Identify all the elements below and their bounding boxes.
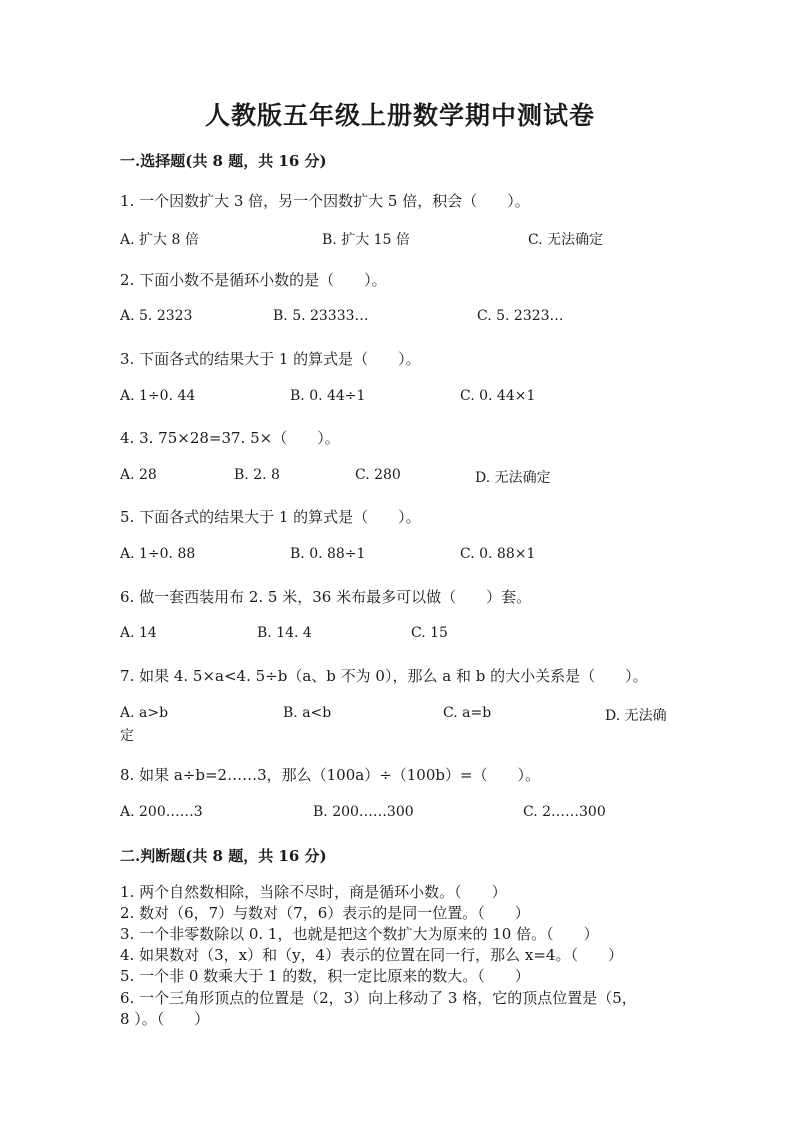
question-7-option-b: B. a<b: [283, 705, 332, 721]
question-3: 3. 下面各式的结果大于 1 的算式是（ ）。: [120, 350, 421, 368]
question-5: 5. 下面各式的结果大于 1 的算式是（ ）。: [120, 508, 421, 526]
question-3-option-c: C. 0. 44×1: [460, 388, 536, 404]
question-2-option-a: A. 5. 2323: [120, 308, 193, 324]
question-5-option-b: B. 0. 88÷1: [290, 546, 366, 562]
question-6-option-c: C. 15: [411, 625, 448, 641]
question-3-option-a: A. 1÷0. 44: [120, 388, 196, 404]
question-1-option-c: C. 无法确定: [528, 232, 604, 248]
question-4-option-a: A. 28: [120, 467, 157, 483]
truefalse-item-3: 3. 一个非零数除以 0. 1，也就是把这个数扩大为原来的 10 倍。（ ）: [120, 925, 599, 943]
question-8-option-c: C. 2……300: [523, 804, 606, 820]
truefalse-item-4: 4. 如果数对（3，x）和（y，4）表示的位置在同一行，那么 x=4。（ ）: [120, 946, 623, 964]
question-7-option-a: A. a>b: [120, 705, 169, 721]
truefalse-item-1: 1. 两个自然数相除，当除不尽时，商是循环小数。（ ）: [120, 883, 507, 901]
question-1: 1. 一个因数扩大 3 倍，另一个因数扩大 5 倍，积会（ ）。: [120, 192, 530, 210]
question-1-option-b: B. 扩大 15 倍: [322, 232, 410, 248]
question-1-option-a: A. 扩大 8 倍: [120, 232, 199, 248]
question-4: 4. 3. 75×28=37. 5×（ ）。: [120, 429, 340, 447]
question-4-option-d: D. 无法确定: [475, 470, 551, 486]
question-4-option-c: C. 280: [355, 467, 401, 483]
question-5-option-c: C. 0. 88×1: [460, 546, 536, 562]
question-7: 7. 如果 4. 5×a<4. 5÷b（a、b 不为 0），那么 a 和 b 的大小关系是（ ）。: [120, 667, 648, 685]
question-2: 2. 下面小数不是循环小数的是（ ）。: [120, 271, 387, 289]
truefalse-item-5: 5. 一个非 0 数乘大于 1 的数，积一定比原来的数大。（ ）: [120, 967, 530, 985]
section-heading-choice: 一.选择题(共 8 题，共 16 分): [120, 152, 327, 170]
question-8-option-b: B. 200……300: [313, 804, 414, 820]
section-heading-truefalse: 二.判断题(共 8 题，共 16 分): [120, 847, 327, 865]
question-4-option-b: B. 2. 8: [234, 467, 280, 483]
truefalse-item-2: 2. 数对（6，7）与数对（7，6）表示的是同一位置。（ ）: [120, 904, 530, 922]
question-8: 8. 如果 a÷b=2……3，那么（100a）÷（100b）=（ ）。: [120, 766, 541, 784]
question-7-option-d: D. 无法确: [605, 708, 667, 724]
question-8-option-a: A. 200……3: [120, 804, 203, 820]
question-5-option-a: A. 1÷0. 88: [120, 546, 196, 562]
question-3-option-b: B. 0. 44÷1: [290, 388, 366, 404]
question-7-option-d-wrap: 定: [120, 728, 134, 744]
question-6-option-a: A. 14: [120, 625, 157, 641]
question-7-option-c: C. a=b: [443, 705, 492, 721]
truefalse-item-6-wrap: 8 ）。（ ）: [120, 1010, 210, 1028]
question-6-option-b: B. 14. 4: [257, 625, 312, 641]
page-title: 人教版五年级上册数学期中测试卷: [204, 101, 595, 130]
question-6: 6. 做一套西装用布 2. 5 米，36 米布最多可以做（ ）套。: [120, 588, 532, 606]
question-2-option-b: B. 5. 23333…: [273, 308, 369, 324]
question-2-option-c: C. 5. 2323…: [477, 308, 564, 324]
truefalse-item-6: 6. 一个三角形顶点的位置是（2，3）向上移动了 3 格，它的顶点位置是（5，: [120, 989, 637, 1007]
